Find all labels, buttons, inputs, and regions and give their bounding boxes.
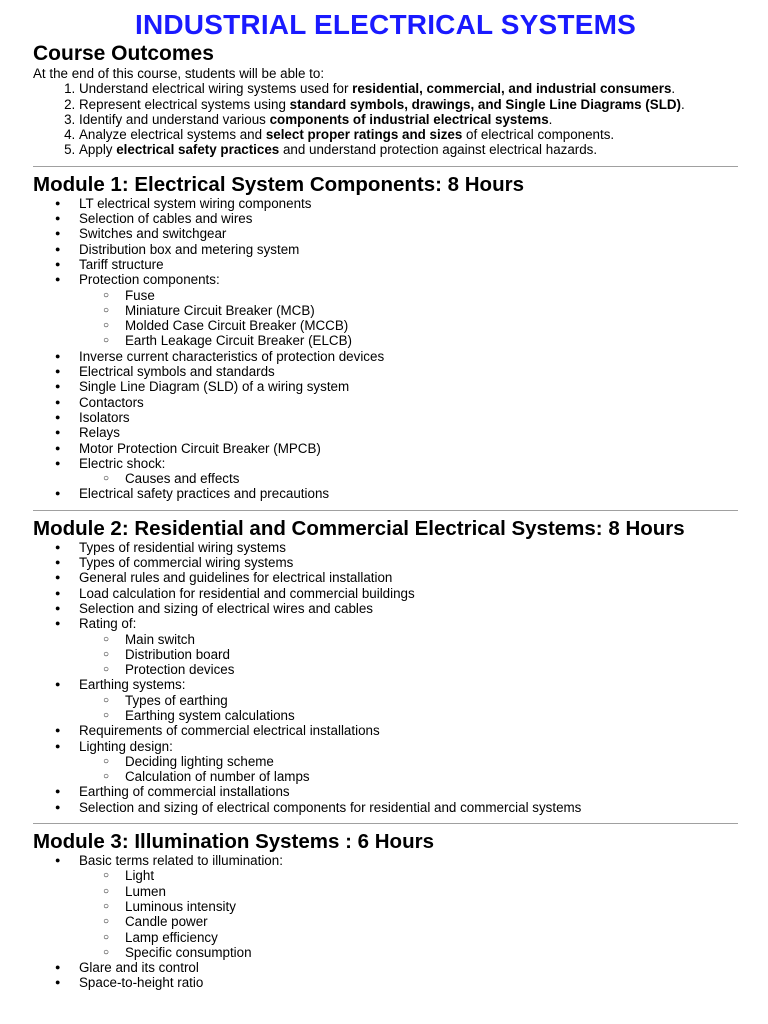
topic-text: Tariff structure bbox=[79, 256, 164, 272]
topic-item bbox=[79, 211, 738, 226]
topic-item bbox=[79, 395, 738, 410]
topic-text: Protection components: bbox=[79, 272, 220, 288]
topic-text: Types of residential wiring systems bbox=[79, 539, 286, 555]
topic-text: Rating of: bbox=[79, 616, 137, 632]
topic-text: Isolators bbox=[79, 409, 130, 425]
topic-item bbox=[79, 586, 738, 601]
section-divider bbox=[33, 510, 738, 511]
subtopic-list bbox=[79, 632, 738, 678]
topic-text: Relays bbox=[79, 425, 120, 441]
topic-item bbox=[79, 226, 738, 241]
outcome-item: 4. Analyze electrical systems and select proper ratings and sizes of electrical components. bbox=[79, 127, 738, 142]
topic-text: Requirements of commercial electrical installations bbox=[79, 723, 380, 739]
topic-item bbox=[79, 570, 738, 585]
subtopic-item: ○ Earthing system calculations bbox=[125, 708, 738, 723]
topic-item bbox=[79, 555, 738, 570]
topic-text: Lighting design: bbox=[79, 738, 173, 754]
topic-text: Electric shock: bbox=[79, 455, 166, 471]
topic-text: Switches and switchgear bbox=[79, 226, 227, 242]
topic-text: Selection and sizing of electrical wires and cables bbox=[79, 600, 374, 616]
topic-item bbox=[79, 196, 738, 211]
topic-text: Earthing of commercial installations bbox=[79, 784, 290, 800]
subtopic-item: ○ Calculation of number of lamps bbox=[125, 769, 738, 784]
topic-item bbox=[79, 242, 738, 257]
module-title: Module 3: Illumination Systems : 6 Hours bbox=[33, 830, 434, 854]
topic-item bbox=[79, 486, 738, 501]
outcome-item: 2. Represent electrical systems using standard symbols, drawings, and Single Line Diagrams (SLD). bbox=[79, 97, 738, 112]
module-topic-list bbox=[33, 540, 738, 815]
outcome-item: 5. Apply electrical safety practices and understand protection against electrical hazards. bbox=[79, 142, 738, 157]
module-section bbox=[33, 830, 738, 991]
document-title: INDUSTRIAL ELECTRICAL SYSTEMS bbox=[134, 9, 637, 40]
topic-item bbox=[79, 349, 738, 364]
topic-text: Selection of cables and wires bbox=[79, 211, 253, 227]
topic-item bbox=[79, 272, 738, 348]
topic-text: Basic terms related to illumination: bbox=[79, 853, 283, 869]
course-outcomes-intro: At the end of this course, students will be able to: bbox=[33, 66, 325, 81]
subtopic-item: ○ Lumen bbox=[125, 884, 738, 899]
module-title: Module 1: Electrical System Components: 8 Hours bbox=[33, 172, 524, 196]
subtopic-item: ○ Types of earthing bbox=[125, 693, 738, 708]
topic-item bbox=[79, 379, 738, 394]
topic-item bbox=[79, 723, 738, 738]
course-outcomes-heading: Course Outcomes bbox=[33, 42, 214, 65]
subtopic-item: ○ Protection devices bbox=[125, 662, 738, 677]
topic-text: Types of commercial wiring systems bbox=[79, 555, 294, 571]
subtopic-item: ○ Deciding lighting scheme bbox=[125, 754, 738, 769]
topic-text: Earthing systems: bbox=[79, 677, 186, 693]
module-topic-list bbox=[33, 853, 738, 991]
section-divider bbox=[33, 823, 738, 824]
topic-text: Electrical symbols and standards bbox=[79, 364, 275, 380]
topic-text: Motor Protection Circuit Breaker (MPCB) bbox=[79, 440, 321, 456]
topic-item bbox=[79, 601, 738, 616]
subtopic-item: ○ Candle power bbox=[125, 914, 738, 929]
subtopic-item: ○ Light bbox=[125, 868, 738, 883]
subtopic-item: ○ Distribution board bbox=[125, 647, 738, 662]
subtopic-item: ○ Specific consumption bbox=[125, 945, 738, 960]
subtopic-item: ○ Luminous intensity bbox=[125, 899, 738, 914]
topic-item bbox=[79, 257, 738, 272]
subtopic-list bbox=[79, 288, 738, 349]
section-divider bbox=[33, 166, 738, 167]
topic-text: General rules and guidelines for electrical installation bbox=[79, 570, 393, 586]
topic-text: Electrical safety practices and precautions bbox=[79, 486, 330, 502]
subtopic-item: ○ Fuse bbox=[125, 288, 738, 303]
topic-item bbox=[79, 540, 738, 555]
outcome-item: 1. Understand electrical wiring systems used for residential, commercial, and industrial consumers. bbox=[79, 81, 738, 96]
topic-text: LT electrical system wiring components bbox=[79, 195, 312, 211]
topic-item bbox=[79, 800, 738, 815]
topic-item bbox=[79, 853, 738, 960]
module-topic-list bbox=[33, 196, 738, 502]
topic-text: Distribution box and metering system bbox=[79, 241, 300, 257]
course-outcomes-list bbox=[33, 81, 738, 157]
topic-item bbox=[79, 425, 738, 440]
topic-text: Single Line Diagram (SLD) of a wiring system bbox=[79, 379, 350, 395]
subtopic-item: ○ Lamp efficiency bbox=[125, 930, 738, 945]
topic-text: Load calculation for residential and commercial buildings bbox=[79, 585, 415, 601]
topic-item bbox=[79, 441, 738, 456]
topic-item bbox=[79, 975, 738, 990]
topic-text: Selection and sizing of electrical components for residential and commercial systems bbox=[79, 799, 582, 815]
subtopic-list bbox=[79, 471, 738, 486]
topic-item bbox=[79, 739, 738, 785]
topic-item bbox=[79, 410, 738, 425]
module-section bbox=[33, 173, 738, 502]
subtopic-item: ○ Molded Case Circuit Breaker (MCCB) bbox=[125, 318, 738, 333]
topic-text: Space-to-height ratio bbox=[79, 975, 204, 991]
subtopic-item: ○ Earth Leakage Circuit Breaker (ELCB) bbox=[125, 333, 738, 348]
topic-text: Contactors bbox=[79, 394, 144, 410]
topic-item bbox=[79, 677, 738, 723]
subtopic-list bbox=[79, 868, 738, 960]
subtopic-list bbox=[79, 693, 738, 724]
topic-item bbox=[79, 364, 738, 379]
subtopic-list bbox=[79, 754, 738, 785]
outcome-item: 3. Identify and understand various components of industrial electrical systems. bbox=[79, 112, 738, 127]
subtopic-item: ○ Miniature Circuit Breaker (MCB) bbox=[125, 303, 738, 318]
topic-item bbox=[79, 456, 738, 487]
module-section bbox=[33, 517, 738, 815]
topic-item bbox=[79, 784, 738, 799]
document-page bbox=[33, 8, 738, 991]
topic-text: Glare and its control bbox=[79, 960, 199, 976]
subtopic-item: ○ Causes and effects bbox=[125, 471, 738, 486]
topic-item bbox=[79, 960, 738, 975]
topic-item bbox=[79, 616, 738, 677]
subtopic-item: ○ Main switch bbox=[125, 632, 738, 647]
topic-text: Inverse current characteristics of protection devices bbox=[79, 348, 385, 364]
module-title: Module 2: Residential and Commercial Electrical Systems: 8 Hours bbox=[33, 516, 685, 540]
